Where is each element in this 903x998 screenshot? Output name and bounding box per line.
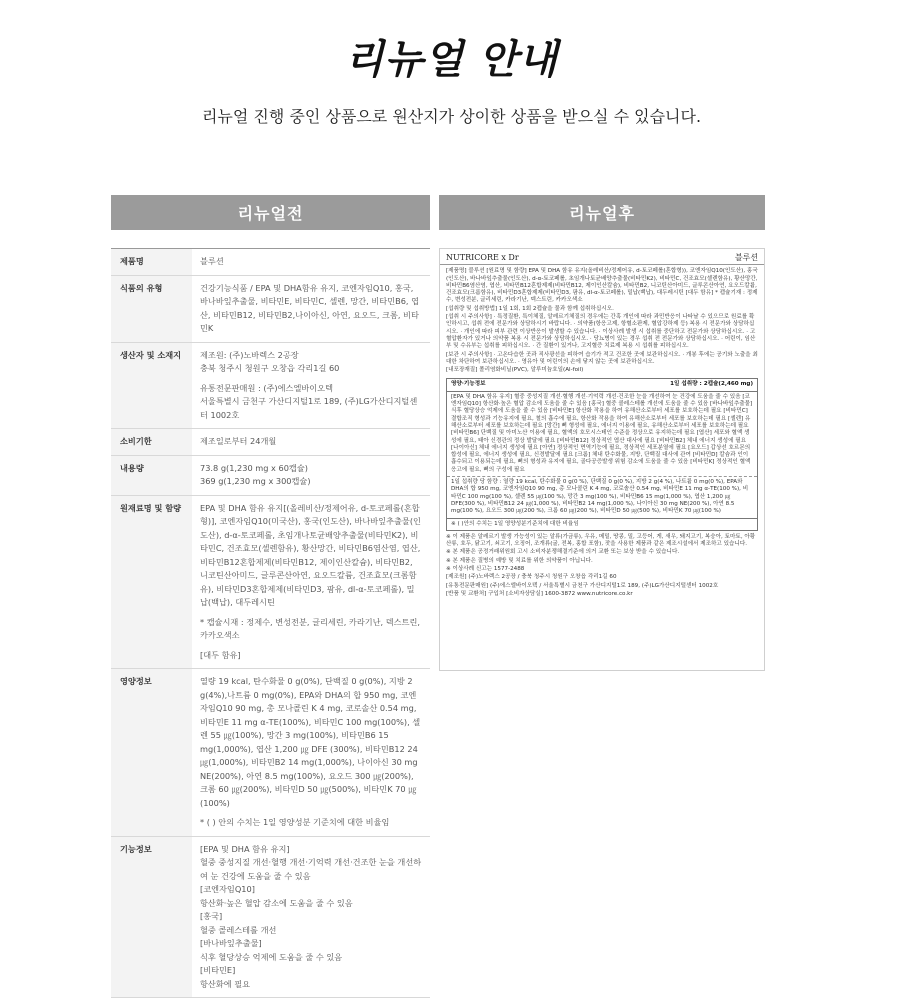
table-row bbox=[111, 276, 430, 343]
row-value-line: 369 g(1,230 mg x 300캡슐) bbox=[200, 475, 422, 489]
table-row bbox=[111, 343, 430, 430]
row-value-line: 혈중 콜레스테롤 개선 bbox=[200, 924, 422, 938]
after-renewal-header: 리뉴얼후 bbox=[439, 195, 765, 230]
spacer bbox=[200, 643, 422, 649]
row-key: 기능정보 bbox=[111, 837, 192, 998]
row-key: 생산자 및 소재지 bbox=[111, 343, 192, 429]
row-value-line: [홍국] bbox=[200, 910, 422, 924]
row-value-line: 제조일로부터 24개월 bbox=[200, 435, 422, 449]
label-footer-line: ※ 이 제품은 알레르기 발생 가능성이 있는 알류(가금류), 우유, 메밀, 땅콩, 밀, 고등어, 게, 새우, 돼지고기, 복숭아, 토마토, 아황산류, 호두, 닭고기, 쇠고기, 오징어, 조개류(굴, 전복, 홍합 포함), 잣을 사용한 제품과 같은 제조시설에서 제조하고 있습니다. bbox=[446, 534, 758, 549]
before-renewal-header: 리뉴얼전 bbox=[111, 195, 430, 230]
label-footer-line: ※ 이상사례 신고는 1577-2488 bbox=[446, 566, 758, 573]
label-paragraph: [섭취량 및 섭취방법] 1일 1회, 1회 2캡슐을 물과 함께 섭취하십시오. bbox=[446, 306, 758, 313]
table-row bbox=[111, 669, 430, 837]
spacer bbox=[200, 376, 422, 382]
row-value-line: 블루션 bbox=[200, 255, 422, 269]
row-value-line: * ( ) 안의 수치는 1일 영양성분 기준치에 대한 비율임 bbox=[200, 816, 422, 830]
label-footer-line: ※ 본 제품은 공정거래위원회 고시 소비자분쟁해결기준에 의거 교환 또는 보상 받을 수 있습니다. bbox=[446, 549, 758, 556]
label-paragraph: [제품명] 블루션 [원료명 및 함량] EPA 및 DHA 함유 유지(올레비산/정제어유, d-토코페롤(혼합형)), 코엔자임Q10(인도산), 홍국(인도산), 바나바잎추출물(인도산), d-α-토코페롤, 초임개나토균배양추출물(비타민K2), 비타민C, 건조효모(셀렌함유), 황산망간, 비타민B6염산염, 엽산, 비타민B12혼합제제(비타민B12, 제이인산칼슘), 비타민B2, 니코틴산아미드, 글루콘산아연, 요오드칼륨, 건조효모(크롬함유), 비타민D3혼합제제(비타민D3, 팜유, dl-α-토코페롤), 밀납(백납), 대두레시틴 [대두 함유] * 캡슐기재 : 정제수, 변성전분, 글리세린, 카라기난, 덱스트린, 카카오색소 bbox=[446, 268, 758, 304]
row-value-line: [코엔자임Q10] bbox=[200, 883, 422, 897]
row-value-line: 충북 청주시 청원구 오창읍 각리1길 60 bbox=[200, 362, 422, 376]
label-footer-line: [제조원] (주)노바렉스 2공장 / 충북 청주시 청원구 오창읍 각리1길 60 bbox=[446, 574, 758, 581]
row-value bbox=[192, 837, 430, 998]
row-key: 내용량 bbox=[111, 456, 192, 495]
label-footer-line: ※ 본 제품은 질병의 예방 및 치료를 위한 의약품이 아닙니다. bbox=[446, 558, 758, 565]
nutrition-serving: 1일 섭취량 : 2캡슐(2,460 mg) bbox=[670, 381, 753, 388]
label-body bbox=[440, 265, 764, 602]
row-value-line: * 캡슐시재 : 정제수, 변성전분, 글리세린, 카라기난, 덱스트린, 카카오색소 bbox=[200, 616, 422, 643]
nutrition-function: [EPA 및 DHA 함유 유지] 혈중 중성지질 개선·혈행 개선·기억력 개선·건조한 눈을 개선하여 눈 건강에 도움을 줄 수 있음 [코엔자임Q10] 항산화·높은 혈압 감소에 도움을 줄 수 있음 [홍국] 혈중 콜레스테롤 개선에 도움을 줄 수 있음 [바나바잎추출물] 식후 혈당상승 억제에 도움을 줄 수 있음 [비타민E] 항산화 작용을 하여 유해산소로부터 세포를 보호하는데 필요 [비타민C] 결합조직 형성과 기능유지에 필요, 철의 흡수에 필요, 항산화 작용을 하여 유해산소로부터 세포를 보호하는데 필요 [셀렌] 유해산소로부터 세포를 보호하는데 필요 [망간] 뼈 형성에 필요, 에너지 이용에 필요, 유해산소로부터 세포를 보호하는데 필요 [비타민B6] 단백질 및 아미노산 이용에 필요, 혈액의 호모시스테인 수준을 정상으로 유지하는데 필요 [엽산] 세포와 혈액 생성에 필요, 태아 신경관의 정상 발달에 필요 [비타민B12] 정상적인 엽산 대사에 필요 [비타민B2] 체내 에너지 생성에 필요 [나이아신] 체내 에너지 생성에 필요 [아연] 정상적인 면역기능에 필요, 정상적인 세포분열에 필요 [요오드] 갑상선 호르몬의 합성에 필요, 에너지 생성에 필요, 신경발달에 필요 [크롬] 체내 탄수화물, 지방, 단백질 대사에 관여 [비타민D] 칼슘과 인이 흡수되고 이용되는데 필요, 뼈의 형성과 유지에 필요, 골다공증발생 위험 감소에 도움을 줄 수 있음 [비타민K] 정상적인 혈액응고에 필요, 뼈의 구성에 필요 bbox=[447, 392, 757, 477]
row-value-line: [비타민E] bbox=[200, 964, 422, 978]
label-paragraph: [보관 시 주의사항] · 고온다습한 곳과 직사광선을 피하여 습기가 적고 건조한 곳에 보관하십시오. · 개봉 후에는 공기와 노출을 최대한 차단하여 보관하십시오. · 영유아 및 어린이의 손에 닿지 않는 곳에 보관하십시오. bbox=[446, 352, 758, 367]
row-value-line: 항산화·높은 혈압 감소에 도움을 줄 수 있음 bbox=[200, 897, 422, 911]
nutrition-values: 1일 섭취량 당 함량 : 열량 19 kcal, 탄수화물 0 g(0 %), 단백질 0 g(0 %), 지방 2 g(4 %), 나트륨 0 mg(0 %), EPA와 DHA의 합 950 mg, 코엔자임Q10 90 mg, 총 모나콜린 K 4 mg, 코로솔산 0.54 mg, 비타민E 11 mg α-TE(100 %), 비타민C 100 mg(100 %), 셀렌 55 ㎍(100 %), 망간 3 mg(100 %), 비타민B6 15 mg(1,000 %), 엽산 1,200 ㎍ DFE(300 %), 비타민B12 24 ㎍(1,000 %), 비타민B2 14 mg(1,000 %), 나이아신 30 mg NE(200 %), 아연 8.5 mg(100 %), 요오드 300 ㎍(200 %), 크롬 60 ㎍(200 %), 비타민D 50 ㎍(500 %), 비타민K 70 ㎍(100 %) bbox=[447, 477, 757, 517]
row-value-line: 항산화에 필요 bbox=[200, 978, 422, 992]
row-value-line: 혈중 중성지질 개선·혈행 개선·기억력 개선·건조한 눈을 개선하여 눈 건강에 도움을 줄 수 있음 bbox=[200, 856, 422, 883]
table-row bbox=[111, 496, 430, 670]
row-value bbox=[192, 456, 430, 495]
row-value bbox=[192, 343, 430, 429]
row-value-line: [EPA 및 DHA 함유 유지] bbox=[200, 843, 422, 857]
table-row bbox=[111, 456, 430, 496]
nutrition-title: 영양·기능정보 bbox=[451, 381, 486, 388]
table-row bbox=[111, 837, 430, 998]
label-paragraph: [내포장재질] 폴리염화비닐(PVC), 알루미늄호일(Al-foil) bbox=[446, 367, 758, 374]
row-value-line: [대두 함유] bbox=[200, 649, 422, 663]
row-key: 원재료명 및 함량 bbox=[111, 496, 192, 669]
label-footer-line: [반품 및 교환처] 구입처 [소비자상담실] 1600-3872 www.nutricore.co.kr bbox=[446, 591, 758, 598]
label-footer-line: [유통전문판매원] (주)에스엘바이오텍 / 서울특별시 금천구 가산디지털1로 189, (주)LG가산디지털센터 1002호 bbox=[446, 583, 758, 590]
row-key: 소비기한 bbox=[111, 429, 192, 455]
row-value-line: 건강기능식품 / EPA 및 DHA함유 유지, 코엔자임Q10, 홍국, 바나바잎추출물, 비타민E, 비타민C, 셀렌, 망간, 비타민B6, 엽산, 비타민B12, 비타민B2,나이아신, 아연, 요오드, 크롬, 비타민K bbox=[200, 282, 422, 336]
table-row bbox=[111, 249, 430, 276]
row-value-line: 제조원: (주)노바렉스 2공장 bbox=[200, 349, 422, 363]
row-value-line: 열량 19 kcal, 탄수화물 0 g(0%), 단백질 0 g(0%), 지방 2 g(4%),나트륨 0 mg(0%), EPA와 DHA의 합 950 mg, 코엔자임Q10 90 mg, 총 모나콜린 K 4 mg, 코로솔산 0.54 mg, 비타민E 11 mg α-TE(100%), 비타민C 100 mg(100%), 셀렌 55 ㎍(100%), 망간 3 mg(100%), 비타민B6 15 mg(1,000%), 엽산 1,200 ㎍ DFE (300%), 비타민B12 24 ㎍(1,000%), 비타민B2 14 mg(1,000%), 나이아신 30 mg NE(200%), 아연 8.5 mg(100%), 요오드 300 ㎍(200%), 크롬 60 ㎍(200%), 비타민D 50 ㎍(500%), 비타민K 70 ㎍(100%) bbox=[200, 675, 422, 810]
after-product-label bbox=[439, 248, 765, 671]
row-value bbox=[192, 429, 430, 455]
row-value-line: [바나바잎추출물] bbox=[200, 937, 422, 951]
label-paragraph: [섭취 시 주의사항] · 특정질환, 특이체질, 알레르기체질의 경우에는 간혹 개인에 따라 과민반응이 나타날 수 있으므로 원료를 확인하시고, 섭취 전에 전문가와 상담하시기 바랍니다. · 의약품(항응고제, 항혈소판제, 혈압강하제 등) 복용 시 전문가와 상담하십시오. · 개인에 따라 피부 관련 이상반응이 발생할 수 있습니다. · 이상사례 발생 시 섭취를 중단하고 전문가와 상담하십시오. · 고혈압환자가 있거나 의약품 복용 시 전문가와 상담하십시오. · 당뇨병이 있는 경우 섭취 전 전문가와 상담하십시오. · 어린이, 임산부 및 수유부는 섭취를 피하십시오. · 간 질환이 있거나, 고지혈증 치료제 복용 시 섭취를 피하십시오. bbox=[446, 314, 758, 350]
row-key: 식품의 유형 bbox=[111, 276, 192, 342]
row-key: 제품명 bbox=[111, 249, 192, 275]
label-product-name: 블루션 bbox=[735, 254, 758, 261]
row-value-line: EPA 및 DHA 함유 유지[(올레비산/정제어유, d-토코페롤(혼합형)], 코엔자임Q10(미국산), 홍국(인도산), 바나바잎추출물(인도산), d-α-토코페롤, 초임개나토균배양추출물(비타민K2), 비타민C, 건조효모(셀렌함유), 황산망간, 비타민B6염산염, 엽산, 비타민B12혼합제제(비타민B12, 제이인산칼슘), 비타민B2, 니코틴산아미드, 글루콘산아연, 요오드칼륨, 건조효모(크롬함유), 비타민D3혼합제제(비타민D3, 팜유, dl-α-토코페롤), 밀납(백납), 대두레시틴 bbox=[200, 502, 422, 610]
row-key: 영양정보 bbox=[111, 669, 192, 836]
label-header bbox=[440, 249, 764, 265]
spacer bbox=[200, 810, 422, 816]
page-subtitle: 리뉴얼 진행 중인 상품으로 원산지가 상이한 상품을 받으실 수 있습니다. bbox=[0, 104, 903, 127]
row-value bbox=[192, 249, 430, 275]
spacer bbox=[200, 610, 422, 616]
row-value bbox=[192, 669, 430, 836]
row-value bbox=[192, 496, 430, 669]
row-value-line: 식후 혈당상승 억제에 도움을 줄 수 있음 bbox=[200, 951, 422, 965]
nutrition-footnote: ※ ( )안의 수치는 1일 영양성분기준치에 대한 비율임 bbox=[447, 518, 757, 530]
nutrition-header bbox=[447, 379, 757, 391]
table-row bbox=[111, 429, 430, 456]
row-value-line: 서울특별시 금천구 가산디지털1로 189, (주)LG가산디지털센터 1002호 bbox=[200, 395, 422, 422]
before-product-info-table bbox=[111, 248, 430, 998]
label-brand: NUTRICORE x Dr bbox=[446, 254, 519, 261]
row-value-line: 73.8 g(1,230 mg x 60캡슐) bbox=[200, 462, 422, 476]
row-value bbox=[192, 276, 430, 342]
page-title: 리뉴얼 안내 bbox=[0, 28, 903, 85]
nutrition-box bbox=[446, 378, 758, 530]
row-value-line: 유통전문판매원 : (주)에스엘바이오텍 bbox=[200, 382, 422, 396]
